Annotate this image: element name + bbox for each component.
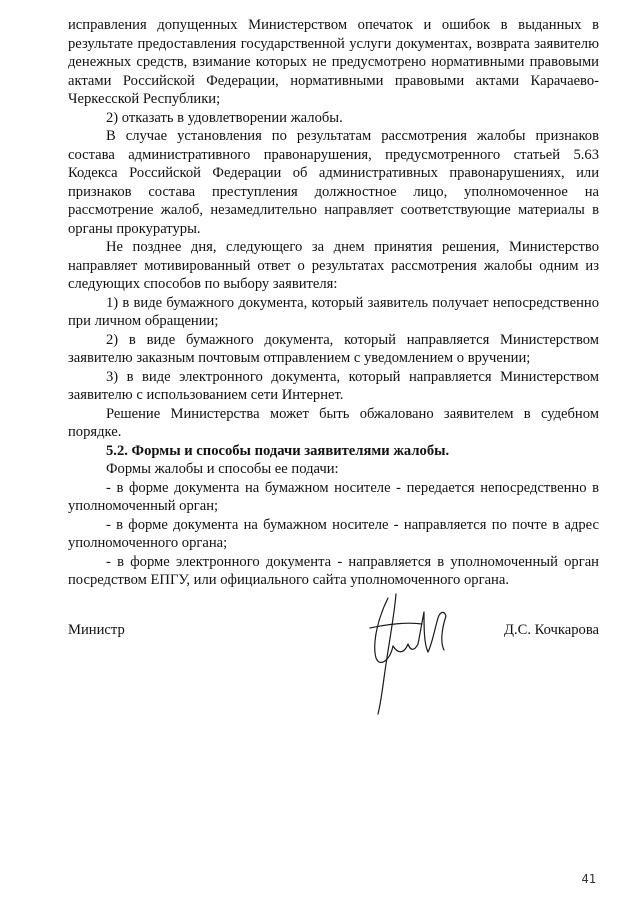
signature-block <box>68 616 599 726</box>
paragraph-option-1: 1) в виде бумажного документа, который заявитель получает непосредственно при личном обращении; <box>68 294 599 329</box>
signatory-name: Д.С. Кочкарова <box>503 622 599 638</box>
page-number: 41 <box>581 872 596 886</box>
paragraph-form-paper-direct: - в форме документа на бумажном носителе - передается непосредственно в уполномоченный орган; <box>68 479 599 514</box>
paragraph-offense: В случае установления по результатам рассмотрения жалобы признаков состава административного правонарушения, предусмотренного статьей 5.63 Кодекса Российской Федерации об административных правонарушениях, или признаков состава преступления должностное лицо, уполномоченное на рассмотрение жалоб, незамедлительно направляет соответствующие материалы в органы прокуратуры. <box>68 128 599 237</box>
paragraph-option-3: 3) в виде электронного документа, который направляется Министерством заявителю с использованием сети Интернет. <box>68 368 599 403</box>
paragraph-response: Не позднее дня, следующего за днем принятия решения, Министерство направляет мотивированный ответ о результатах рассмотрения жалобы одним из следующих способов по выбору заявителя: <box>68 239 599 292</box>
paragraph-appeal: Решение Министерства может быть обжаловано заявителем в судебном порядке. <box>68 405 599 440</box>
paragraph-form-paper-mail: - в форме документа на бумажном носителе - направляется по почте в адрес уполномоченного органа; <box>68 516 599 551</box>
signatory-title: Министр <box>68 622 125 638</box>
paragraph-forms-intro: Формы жалобы и способы ее подачи: <box>106 461 339 477</box>
section-heading-5-2: 5.2. Формы и способы подачи заявителями жалобы. <box>106 442 450 459</box>
document-body <box>68 16 599 590</box>
paragraph-continuation: исправления допущенных Министерством опечаток и ошибок в выданных в результате предоставления государственной услуги документах, возврата заявителю денежных средств, взимание которых не предусмотрено нормативными правовыми актами Российской Федерации, нормативными правовыми актами Карачаево-Черкесской Республики; <box>68 17 599 107</box>
paragraph-refuse: 2) отказать в удовлетворении жалобы. <box>106 109 343 126</box>
paragraph-option-2: 2) в виде бумажного документа, который направляется Министерством заявителю заказным почтовым отправлением с уведомлением о вручении; <box>68 331 599 366</box>
handwritten-signature <box>358 588 468 718</box>
paragraph-form-electronic: - в форме электронного документа - направляется в уполномоченный орган посредством ЕПГУ, или официального сайта уполномоченного органа. <box>68 553 599 588</box>
